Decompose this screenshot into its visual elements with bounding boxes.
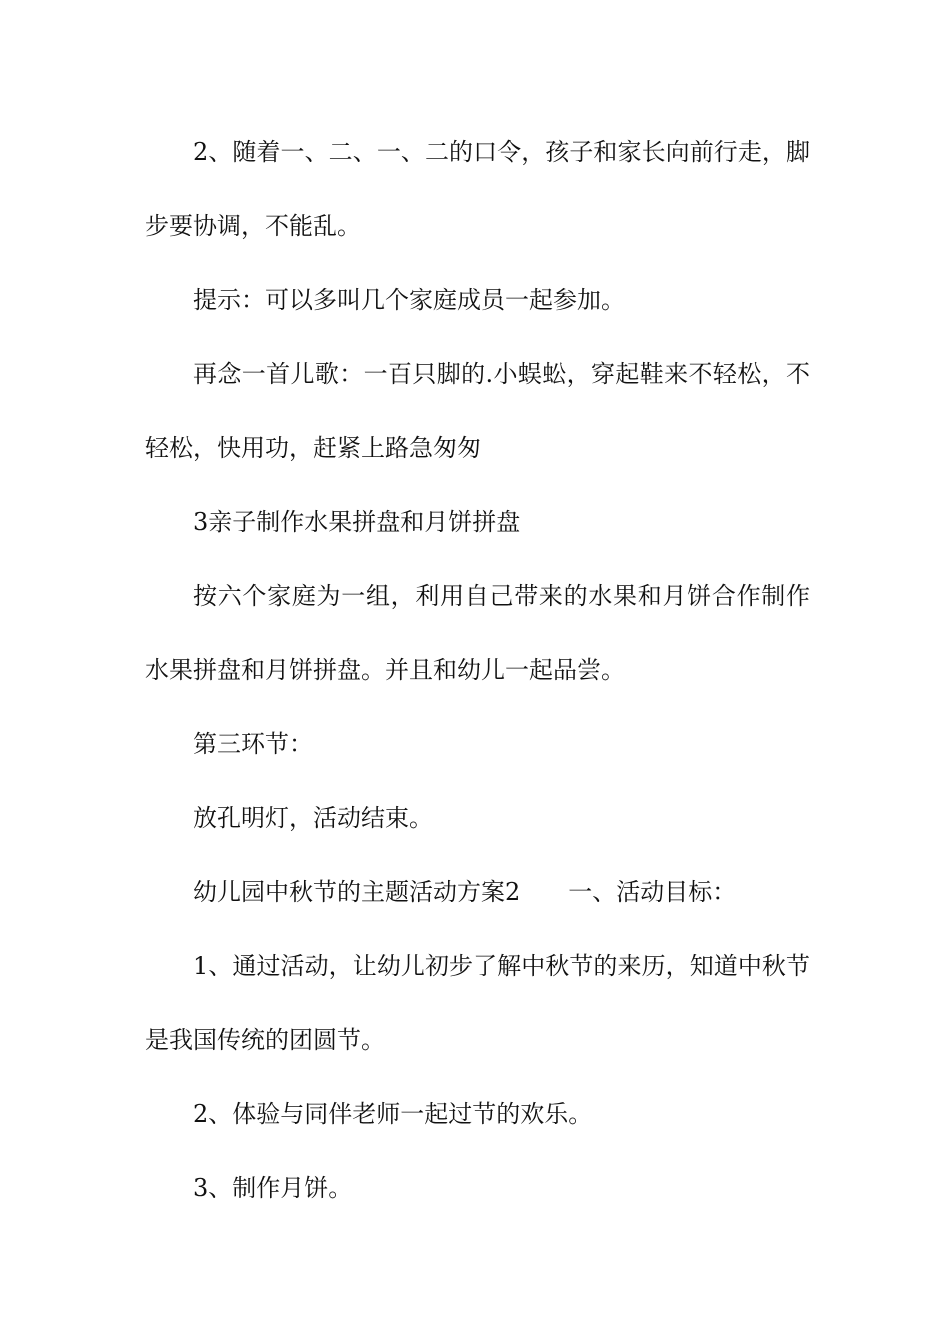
paragraph-line: 轻松，快用功，赶紧上路急匆匆 [145,434,481,462]
section-heading: 第三环节： [193,730,313,758]
paragraph-line: 再念一首儿歌：一百只脚的.小蜈蚣，穿起鞋来不轻松，不 [193,360,810,388]
paragraph-line: 2、体验与同伴老师一起过节的欢乐。 [193,1100,593,1128]
paragraph-line: 按六个家庭为一组，利用自己带来的水果和月饼合作制作 [193,582,810,610]
paragraph-line: 3、制作月饼。 [193,1174,353,1202]
section-heading: 3亲子制作水果拼盘和月饼拼盘 [193,508,521,536]
goals-heading: 一、活动目标： [568,878,737,906]
paragraph-line: 2、随着一、二、一、二的口令，孩子和家长向前行走，脚 [193,138,810,166]
paragraph-line: 提示：可以多叫几个家庭成员一起参加。 [193,286,625,314]
paragraph-line: 是我国传统的团圆节。 [145,1026,385,1054]
paragraph-line: 步要协调，不能乱。 [145,212,361,240]
paragraph-line: 水果拼盘和月饼拼盘。并且和幼儿一起品尝。 [145,656,625,684]
paragraph-line: 1、通过活动，让幼儿初步了解中秋节的来历，知道中秋节 [193,952,810,980]
paragraph-line: 放孔明灯，活动结束。 [193,804,433,832]
plan-title: 幼儿园中秋节的主题活动方案2 [193,878,521,906]
plan-title-line [193,872,736,912]
